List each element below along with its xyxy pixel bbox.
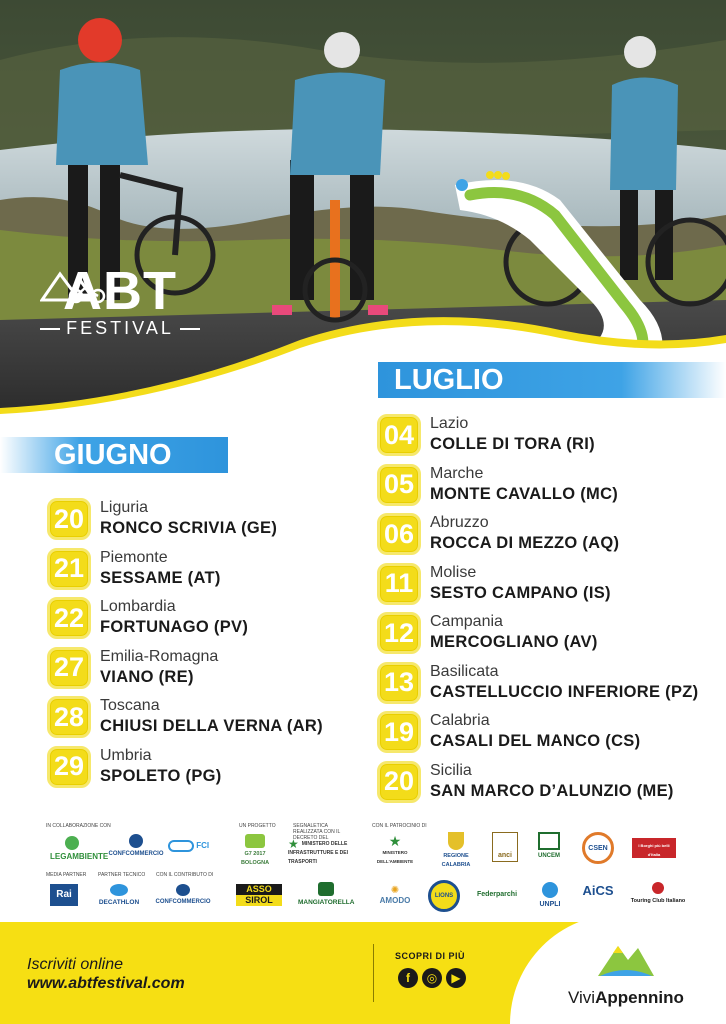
event-place: SESSAME (AT) [100, 568, 221, 587]
touring-club-logo: Touring Club Italiano [628, 882, 688, 906]
event-place: MONTE CAVALLO (MC) [430, 484, 619, 503]
event-place: CHIUSI DELLA VERNA (AR) [100, 717, 323, 735]
event-place: MERCOGLIANO (AV) [430, 633, 598, 651]
event-region: Abruzzo [430, 514, 489, 531]
unpli-logo: UNPLI [534, 882, 566, 909]
event-item [47, 597, 323, 647]
event-item [47, 498, 323, 548]
event-day-badge: 11 [377, 563, 421, 605]
event-region: Calabria [430, 712, 490, 729]
event-item [377, 513, 698, 563]
event-place: SPOLETO (PG) [100, 766, 222, 785]
event-place: VIANO (RE) [100, 667, 194, 686]
festival-wordmark: FESTIVAL [66, 318, 174, 338]
cyclists-lake-photo [0, 0, 726, 420]
vivi-appennino-wordmark: ViviAppennino [568, 988, 684, 1007]
event-day-badge: 13 [377, 662, 421, 704]
g7-bologna-logo: G7 2017 BOLOGNA [238, 834, 272, 868]
event-item [47, 746, 323, 796]
event-region: Lazio [430, 415, 469, 432]
confcommercio-logo: CONFCOMMERCIO [108, 834, 164, 859]
event-day-badge: 04 [377, 414, 421, 456]
month-label-july: LUGLIO [394, 364, 504, 396]
ministero-trasporti-logo: ★ MINISTERO DELLE INFRASTRUTTURE E DEI TRASPORTI [288, 837, 348, 865]
event-region: Campania [430, 613, 503, 630]
amodo-logo: ✺ AMODO [379, 885, 411, 905]
event-item [377, 761, 698, 811]
csen-logo: CSEN [582, 832, 614, 864]
lions-logo: LIONS [428, 880, 460, 912]
caption-collab: IN COLLABORAZIONE CON [46, 823, 111, 829]
mountain-bike-icon [40, 270, 110, 304]
event-place: FORTUNAGO (PV) [100, 618, 249, 636]
month-label-june: GIUGNO [54, 439, 172, 471]
rai-logo: Rai [50, 884, 78, 906]
july-event-list [377, 414, 698, 810]
event-place: RONCO SCRIVIA (GE) [100, 519, 278, 537]
event-region: Lombardia [100, 598, 176, 615]
footer-divider [373, 944, 374, 1002]
event-day-badge: 20 [377, 761, 421, 803]
event-region: Sicilia [430, 761, 472, 779]
event-region: Emilia-Romagna [100, 647, 219, 665]
regione-calabria-logo: REGIONE CALABRIA [438, 832, 474, 870]
event-item [377, 414, 698, 464]
mangiatorella-logo: MANGIATORELLA [298, 882, 354, 907]
fci-logo: FCI [168, 840, 218, 852]
anci-logo: anci [492, 832, 518, 862]
confcommercio-bologna-logo: CONFCOMMERCIO [154, 884, 212, 907]
event-item [47, 696, 323, 746]
event-region: Basilicata [430, 662, 499, 680]
event-place: ROCCA DI MEZZO (AQ) [430, 534, 620, 552]
signup-text: Iscriviti online [27, 956, 124, 973]
event-day-badge: 06 [377, 513, 421, 555]
event-day-badge: 28 [47, 696, 91, 738]
event-place: SAN MARCO D’ALUNZIO (ME) [430, 781, 674, 800]
facebook-icon[interactable]: f [398, 968, 418, 988]
decathlon-logo: DECATHLON [96, 884, 142, 907]
month-header-july [378, 362, 726, 398]
federparchi-logo: Federparchi [476, 891, 518, 898]
caption-patronage: CON IL PATROCINIO DI [372, 823, 427, 829]
event-item [377, 612, 698, 662]
asso-sirol-logo: ASSO SIROL [236, 884, 282, 906]
event-day-badge: 05 [377, 464, 421, 506]
event-day-badge: 19 [377, 711, 421, 753]
caption-signage: SEGNALETICA REALIZZATA CON IL DECRETO DEL [293, 823, 341, 841]
uncem-logo: UNCEM [532, 832, 566, 861]
sponsors-strip [40, 818, 700, 918]
aics-logo: AiCS [582, 883, 614, 898]
event-item [47, 548, 323, 598]
event-day-badge: 21 [47, 548, 91, 590]
event-place: SESTO CAMPANO (IS) [430, 583, 611, 602]
mountains-logo-icon [596, 936, 656, 980]
event-day-badge: 12 [377, 612, 421, 654]
event-item [377, 662, 698, 712]
youtube-icon[interactable]: ▶ [446, 968, 466, 988]
caption-contrib: CON IL CONTRIBUTO DI [156, 872, 214, 878]
month-header-june [0, 437, 228, 473]
abt-festival-logo [40, 261, 200, 339]
hero-photo [0, 0, 726, 420]
event-day-badge: 22 [47, 597, 91, 639]
event-item [377, 563, 698, 613]
event-place: CASALI DEL MANCO (CS) [430, 732, 641, 750]
discover-label: SCOPRI DI PIÙ [395, 951, 466, 961]
website-link[interactable]: www.abtfestival.com [27, 975, 185, 992]
caption-project: UN PROGETTO [239, 823, 276, 829]
event-region: Molise [430, 563, 477, 581]
event-place: CASTELLUCCIO INFERIORE (PZ) [430, 682, 699, 701]
legambiente-logo: LEGAMBIENTE [50, 836, 94, 861]
june-event-list [47, 498, 323, 795]
event-item [47, 647, 323, 697]
event-region: Umbria [100, 746, 152, 764]
caption-tech: PARTNER TECNICO [98, 872, 146, 878]
borghi-logo: I Borghi più belli d'Italia [632, 838, 676, 858]
footer [0, 922, 726, 1024]
ministero-ambiente-logo: ★ MINISTERO DELL'AMBIENTE [376, 833, 414, 864]
event-region: Marche [430, 464, 484, 482]
abt-wordmark: ABT [63, 261, 177, 321]
social-links [398, 968, 466, 988]
event-place: COLLE DI TORA (RI) [430, 435, 595, 453]
instagram-icon[interactable]: ◎ [422, 968, 442, 988]
event-region: Toscana [100, 697, 160, 714]
event-day-badge: 29 [47, 746, 91, 788]
event-item [377, 711, 698, 761]
caption-media: MEDIA PARTNER [46, 872, 87, 878]
event-item [377, 464, 698, 514]
event-region: Piemonte [100, 548, 168, 566]
event-day-badge: 27 [47, 647, 91, 689]
event-region: Liguria [100, 499, 149, 516]
event-day-badge: 20 [47, 498, 91, 540]
